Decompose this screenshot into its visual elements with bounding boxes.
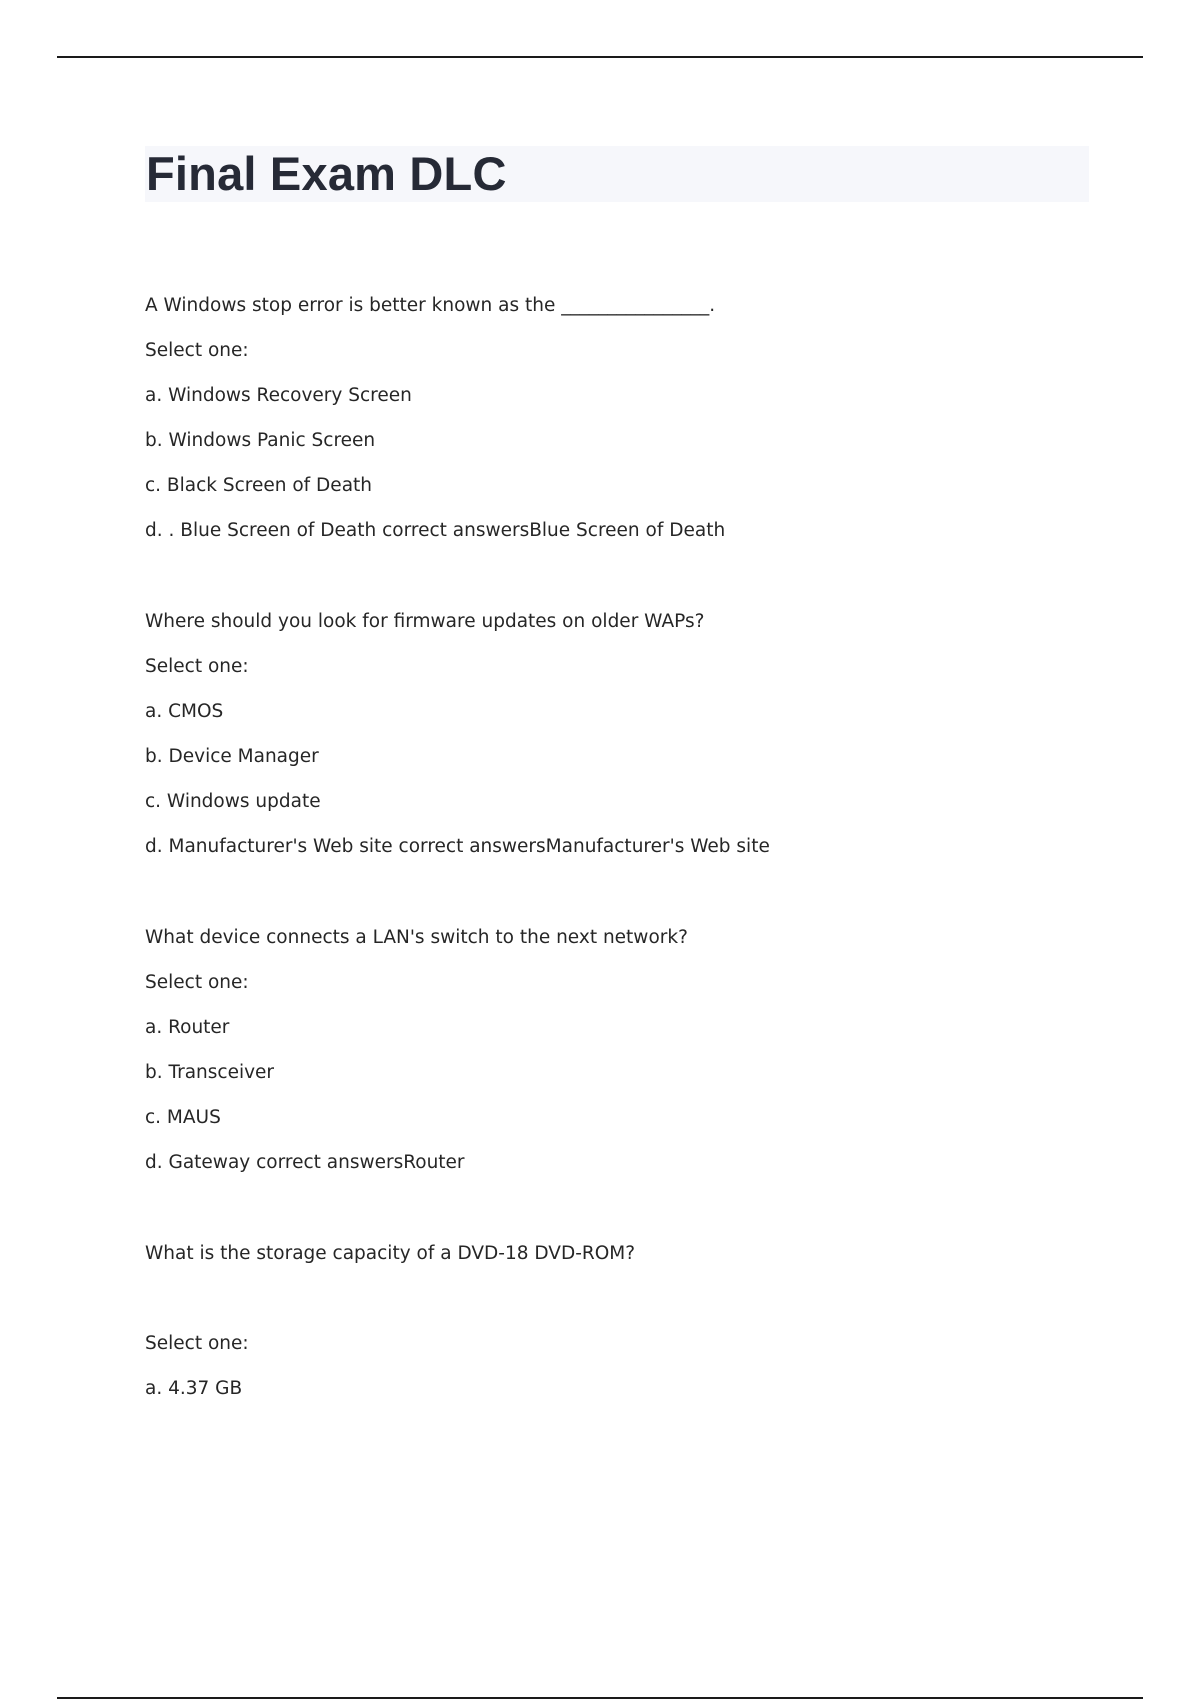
question-prompt: What is the storage capacity of a DVD-18 DVD-ROM? [145,1243,636,1264]
answer-option: b. Windows Panic Screen [145,430,376,451]
answer-option: a. Windows Recovery Screen [145,385,412,406]
question-prompt: Where should you look for firmware updates on older WAPs? [145,611,705,632]
answer-option: d. . Blue Screen of Death correct answersBlue Screen of Death [145,520,726,541]
question-2 [145,608,1105,878]
answer-option: c. MAUS [145,1107,221,1128]
question-3 [145,924,1105,1194]
question-prompt: A Windows stop error is better known as the ________________. [145,295,716,316]
answer-option: b. Transceiver [145,1062,275,1083]
header-rule [57,56,1143,58]
answer-option: d. Manufacturer's Web site correct answersManufacturer's Web site [145,836,770,857]
answer-option: a. Router [145,1017,230,1038]
answer-option: c. Black Screen of Death [145,475,373,496]
answer-option: a. 4.37 GB [145,1378,243,1399]
select-one-label: Select one: [145,1333,249,1354]
page-title: Final Exam DLC [146,147,507,200]
exam-content [145,292,1105,1466]
select-one-label: Select one: [145,656,249,677]
answer-option: c. Windows update [145,791,321,812]
answer-option: d. Gateway correct answersRouter [145,1152,465,1173]
answer-option: a. CMOS [145,701,224,722]
select-one-label: Select one: [145,972,249,993]
question-prompt: What device connects a LAN's switch to the next network? [145,927,688,948]
question-4 [145,1240,1105,1420]
question-1 [145,292,1105,562]
select-one-label: Select one: [145,340,249,361]
footer-rule [57,1697,1143,1699]
answer-option: b. Device Manager [145,746,319,767]
